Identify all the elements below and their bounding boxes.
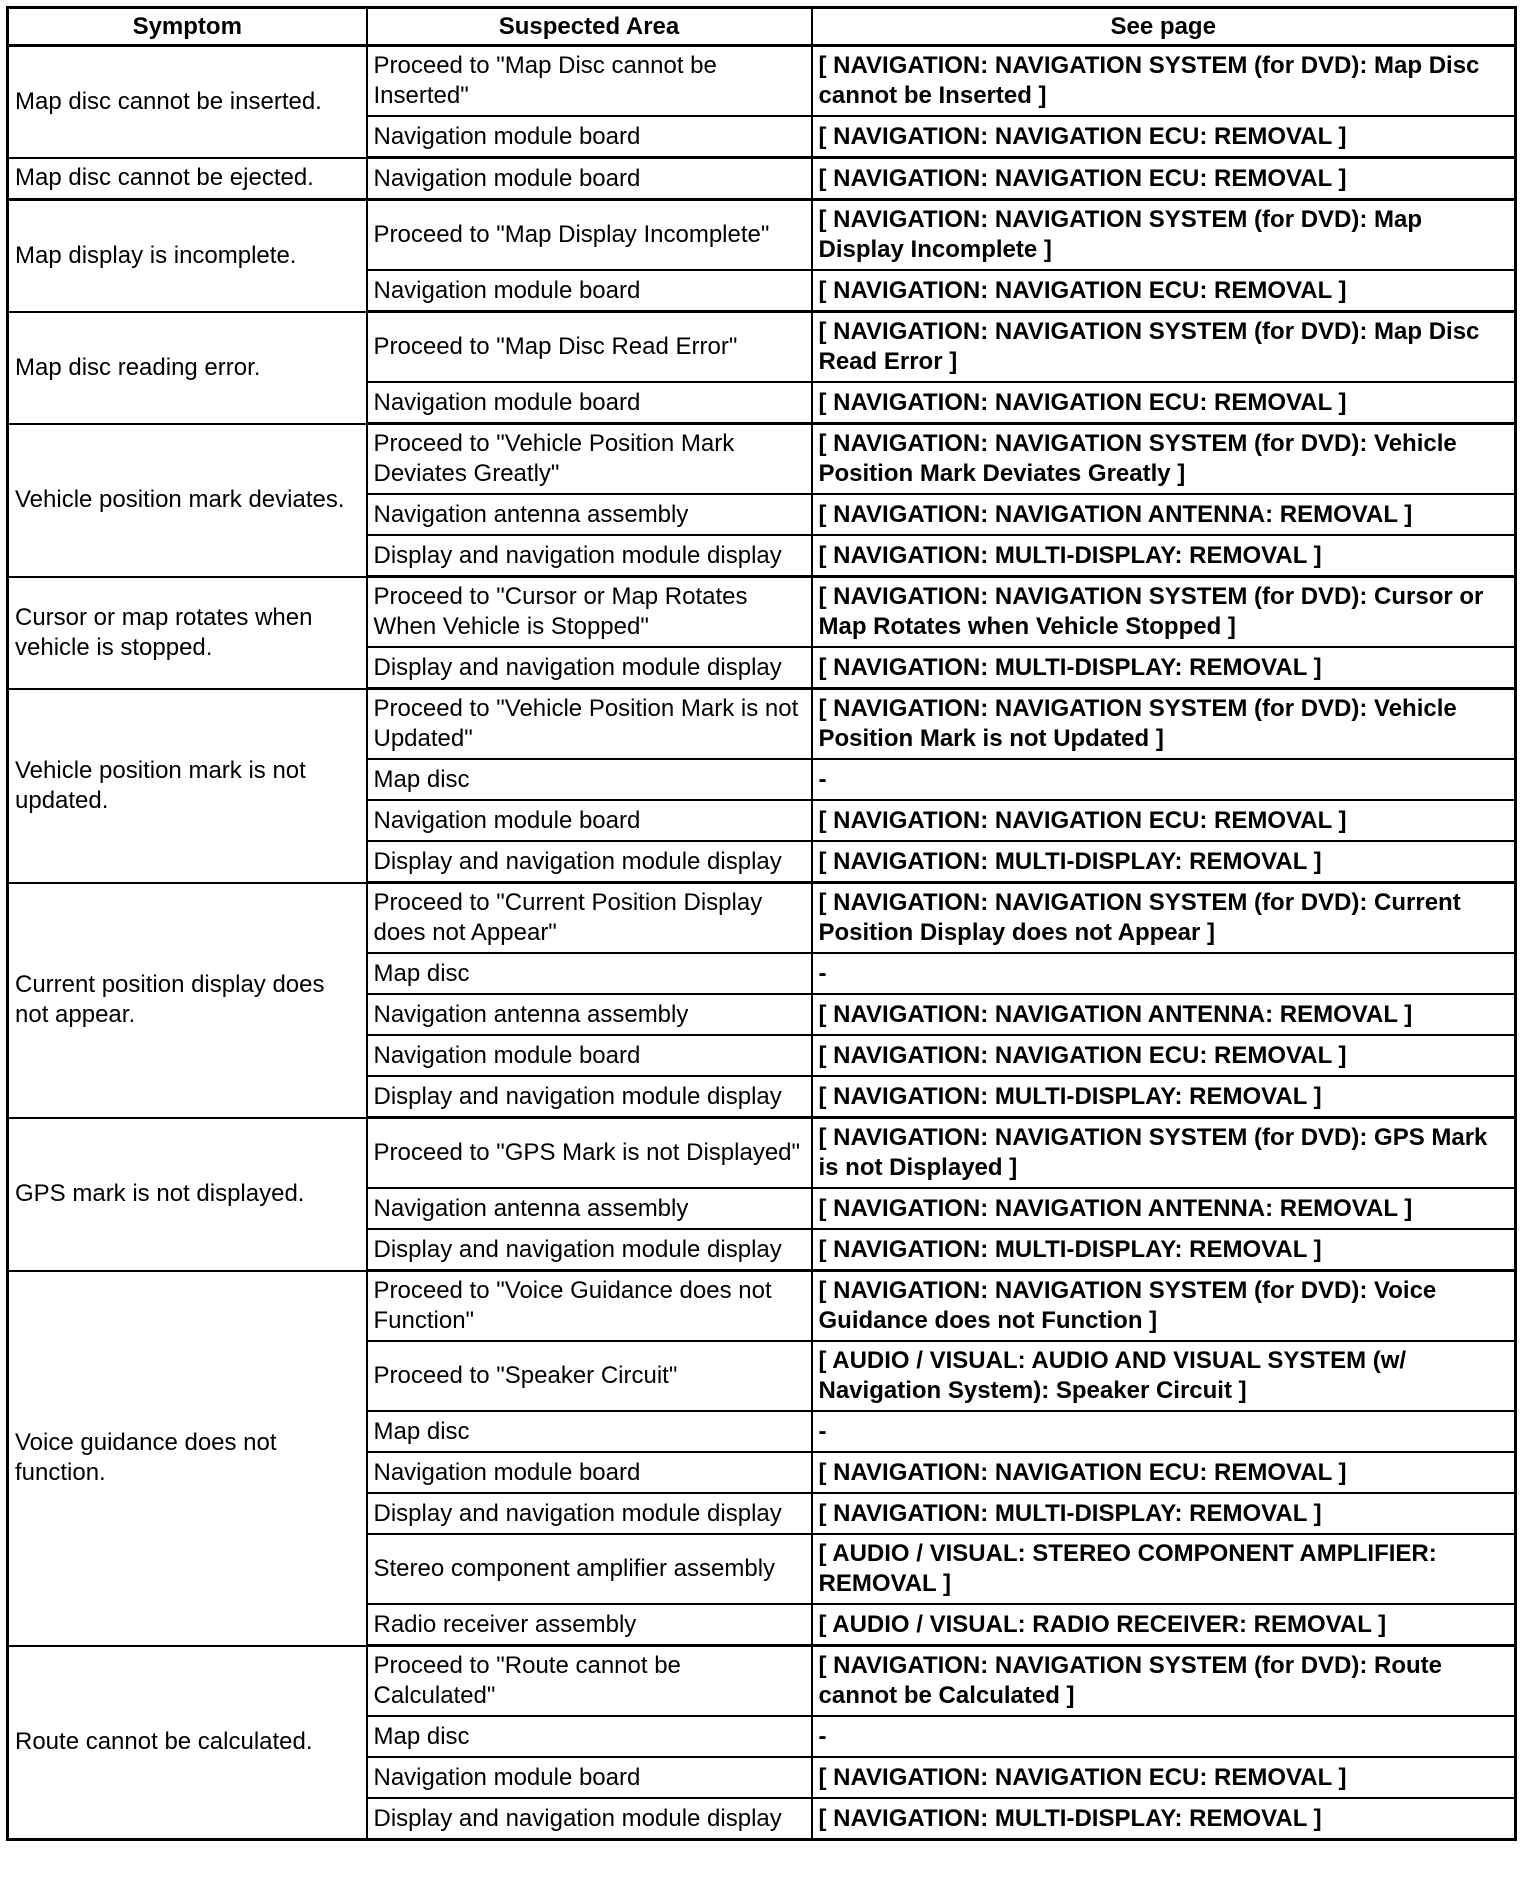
suspected-area-cell: Navigation module board — [367, 382, 812, 424]
header-row — [8, 8, 1516, 46]
see-page-cell: [ AUDIO / VISUAL: RADIO RECEIVER: REMOVAL ] — [812, 1604, 1516, 1646]
table-row — [8, 312, 1516, 383]
see-page-cell: [ NAVIGATION: NAVIGATION ECU: REMOVAL ] — [812, 158, 1516, 200]
suspected-area-cell: Proceed to "Vehicle Position Mark is not Updated" — [367, 689, 812, 760]
suspected-area-cell: Display and navigation module display — [367, 1493, 812, 1534]
suspected-area-cell: Proceed to "GPS Mark is not Displayed" — [367, 1118, 812, 1189]
suspected-area-cell: Map disc — [367, 953, 812, 994]
suspected-area-cell: Navigation module board — [367, 1035, 812, 1076]
suspected-area-cell: Proceed to "Map Disc Read Error" — [367, 312, 812, 383]
symptom-cell: Vehicle position mark is not updated. — [8, 689, 367, 883]
suspected-area-cell: Proceed to "Vehicle Position Mark Deviates Greatly" — [367, 424, 812, 495]
see-page-cell: - — [812, 953, 1516, 994]
see-page-cell: [ NAVIGATION: NAVIGATION ECU: REMOVAL ] — [812, 1452, 1516, 1493]
suspected-area-cell: Navigation module board — [367, 1757, 812, 1798]
see-page-cell: [ NAVIGATION: NAVIGATION ECU: REMOVAL ] — [812, 382, 1516, 424]
suspected-area-cell: Navigation antenna assembly — [367, 994, 812, 1035]
suspected-area-cell: Display and navigation module display — [367, 841, 812, 883]
see-page-cell: [ NAVIGATION: NAVIGATION ECU: REMOVAL ] — [812, 800, 1516, 841]
see-page-cell: [ NAVIGATION: NAVIGATION SYSTEM (for DVD): Vehicle Position Mark Deviates Greatly ] — [812, 424, 1516, 495]
suspected-area-cell: Stereo component amplifier assembly — [367, 1534, 812, 1604]
see-page-cell: [ NAVIGATION: MULTI-DISPLAY: REMOVAL ] — [812, 1798, 1516, 1840]
see-page-cell: [ NAVIGATION: MULTI-DISPLAY: REMOVAL ] — [812, 535, 1516, 577]
see-page-cell: - — [812, 759, 1516, 800]
suspected-area-cell: Display and navigation module display — [367, 535, 812, 577]
see-page-cell: [ NAVIGATION: NAVIGATION SYSTEM (for DVD): Cursor or Map Rotates when Vehicle Stopped ] — [812, 577, 1516, 648]
suspected-area-cell: Display and navigation module display — [367, 1798, 812, 1840]
symptom-cell: Route cannot be calculated. — [8, 1646, 367, 1840]
table-row — [8, 158, 1516, 200]
header-symptom: Symptom — [8, 8, 367, 46]
suspected-area-cell: Proceed to "Map Display Incomplete" — [367, 200, 812, 271]
suspected-area-cell: Navigation antenna assembly — [367, 1188, 812, 1229]
table-row — [8, 200, 1516, 271]
suspected-area-cell: Navigation antenna assembly — [367, 494, 812, 535]
see-page-cell: [ NAVIGATION: MULTI-DISPLAY: REMOVAL ] — [812, 841, 1516, 883]
table-row — [8, 1646, 1516, 1717]
suspected-area-cell: Navigation module board — [367, 270, 812, 312]
see-page-cell: [ NAVIGATION: NAVIGATION SYSTEM (for DVD): Route cannot be Calculated ] — [812, 1646, 1516, 1717]
symptom-cell: Voice guidance does not function. — [8, 1271, 367, 1646]
see-page-cell: [ AUDIO / VISUAL: AUDIO AND VISUAL SYSTEM (w/ Navigation System): Speaker Circuit ] — [812, 1341, 1516, 1411]
see-page-cell: [ NAVIGATION: MULTI-DISPLAY: REMOVAL ] — [812, 1229, 1516, 1271]
suspected-area-cell: Display and navigation module display — [367, 647, 812, 689]
suspected-area-cell: Map disc — [367, 1716, 812, 1757]
see-page-cell: [ NAVIGATION: MULTI-DISPLAY: REMOVAL ] — [812, 647, 1516, 689]
symptom-cell: Map disc reading error. — [8, 312, 367, 424]
see-page-cell: [ NAVIGATION: NAVIGATION SYSTEM (for DVD): Vehicle Position Mark is not Updated ] — [812, 689, 1516, 760]
table-row — [8, 424, 1516, 495]
see-page-cell: - — [812, 1716, 1516, 1757]
see-page-cell: [ AUDIO / VISUAL: STEREO COMPONENT AMPLIFIER: REMOVAL ] — [812, 1534, 1516, 1604]
suspected-area-cell: Map disc — [367, 1411, 812, 1452]
suspected-area-cell: Proceed to "Map Disc cannot be Inserted" — [367, 46, 812, 117]
see-page-cell: [ NAVIGATION: NAVIGATION SYSTEM (for DVD): GPS Mark is not Displayed ] — [812, 1118, 1516, 1189]
see-page-cell: [ NAVIGATION: MULTI-DISPLAY: REMOVAL ] — [812, 1076, 1516, 1118]
suspected-area-cell: Proceed to "Route cannot be Calculated" — [367, 1646, 812, 1717]
see-page-cell: [ NAVIGATION: NAVIGATION ECU: REMOVAL ] — [812, 1035, 1516, 1076]
table-row — [8, 1118, 1516, 1189]
see-page-cell: [ NAVIGATION: NAVIGATION SYSTEM (for DVD): Current Position Display does not Appear ] — [812, 883, 1516, 954]
see-page-cell: - — [812, 1411, 1516, 1452]
suspected-area-cell: Radio receiver assembly — [367, 1604, 812, 1646]
suspected-area-cell: Navigation module board — [367, 1452, 812, 1493]
see-page-cell: [ NAVIGATION: NAVIGATION ANTENNA: REMOVAL ] — [812, 494, 1516, 535]
suspected-area-cell: Map disc — [367, 759, 812, 800]
symptom-table — [6, 6, 1517, 1841]
see-page-cell: [ NAVIGATION: NAVIGATION SYSTEM (for DVD): Map Disc Read Error ] — [812, 312, 1516, 383]
table-row — [8, 689, 1516, 760]
suspected-area-cell: Proceed to "Speaker Circuit" — [367, 1341, 812, 1411]
see-page-cell: [ NAVIGATION: NAVIGATION ANTENNA: REMOVAL ] — [812, 1188, 1516, 1229]
suspected-area-cell: Navigation module board — [367, 158, 812, 200]
document-page — [6, 6, 1514, 1841]
see-page-cell: [ NAVIGATION: NAVIGATION SYSTEM (for DVD): Map Disc cannot be Inserted ] — [812, 46, 1516, 117]
see-page-cell: [ NAVIGATION: NAVIGATION ANTENNA: REMOVAL ] — [812, 994, 1516, 1035]
symptom-cell: GPS mark is not displayed. — [8, 1118, 367, 1271]
see-page-cell: [ NAVIGATION: NAVIGATION SYSTEM (for DVD): Voice Guidance does not Function ] — [812, 1271, 1516, 1342]
see-page-cell: [ NAVIGATION: MULTI-DISPLAY: REMOVAL ] — [812, 1493, 1516, 1534]
table-row — [8, 883, 1516, 954]
symptom-cell: Current position display does not appear. — [8, 883, 367, 1118]
see-page-cell: [ NAVIGATION: NAVIGATION ECU: REMOVAL ] — [812, 270, 1516, 312]
suspected-area-cell: Display and navigation module display — [367, 1229, 812, 1271]
table-row — [8, 577, 1516, 648]
table-body — [8, 46, 1516, 1840]
table-row — [8, 1271, 1516, 1342]
table-row — [8, 46, 1516, 117]
symptom-cell: Vehicle position mark deviates. — [8, 424, 367, 577]
symptom-cell: Cursor or map rotates when vehicle is stopped. — [8, 577, 367, 689]
suspected-area-cell: Proceed to "Current Position Display does not Appear" — [367, 883, 812, 954]
suspected-area-cell: Proceed to "Cursor or Map Rotates When Vehicle is Stopped" — [367, 577, 812, 648]
symptom-cell: Map display is incomplete. — [8, 200, 367, 312]
see-page-cell: [ NAVIGATION: NAVIGATION ECU: REMOVAL ] — [812, 1757, 1516, 1798]
symptom-cell: Map disc cannot be ejected. — [8, 158, 367, 200]
suspected-area-cell: Proceed to "Voice Guidance does not Function" — [367, 1271, 812, 1342]
suspected-area-cell: Display and navigation module display — [367, 1076, 812, 1118]
header-see-page: See page — [812, 8, 1516, 46]
symptom-cell: Map disc cannot be inserted. — [8, 46, 367, 158]
header-suspected-area: Suspected Area — [367, 8, 812, 46]
see-page-cell: [ NAVIGATION: NAVIGATION ECU: REMOVAL ] — [812, 116, 1516, 158]
see-page-cell: [ NAVIGATION: NAVIGATION SYSTEM (for DVD): Map Display Incomplete ] — [812, 200, 1516, 271]
suspected-area-cell: Navigation module board — [367, 800, 812, 841]
suspected-area-cell: Navigation module board — [367, 116, 812, 158]
